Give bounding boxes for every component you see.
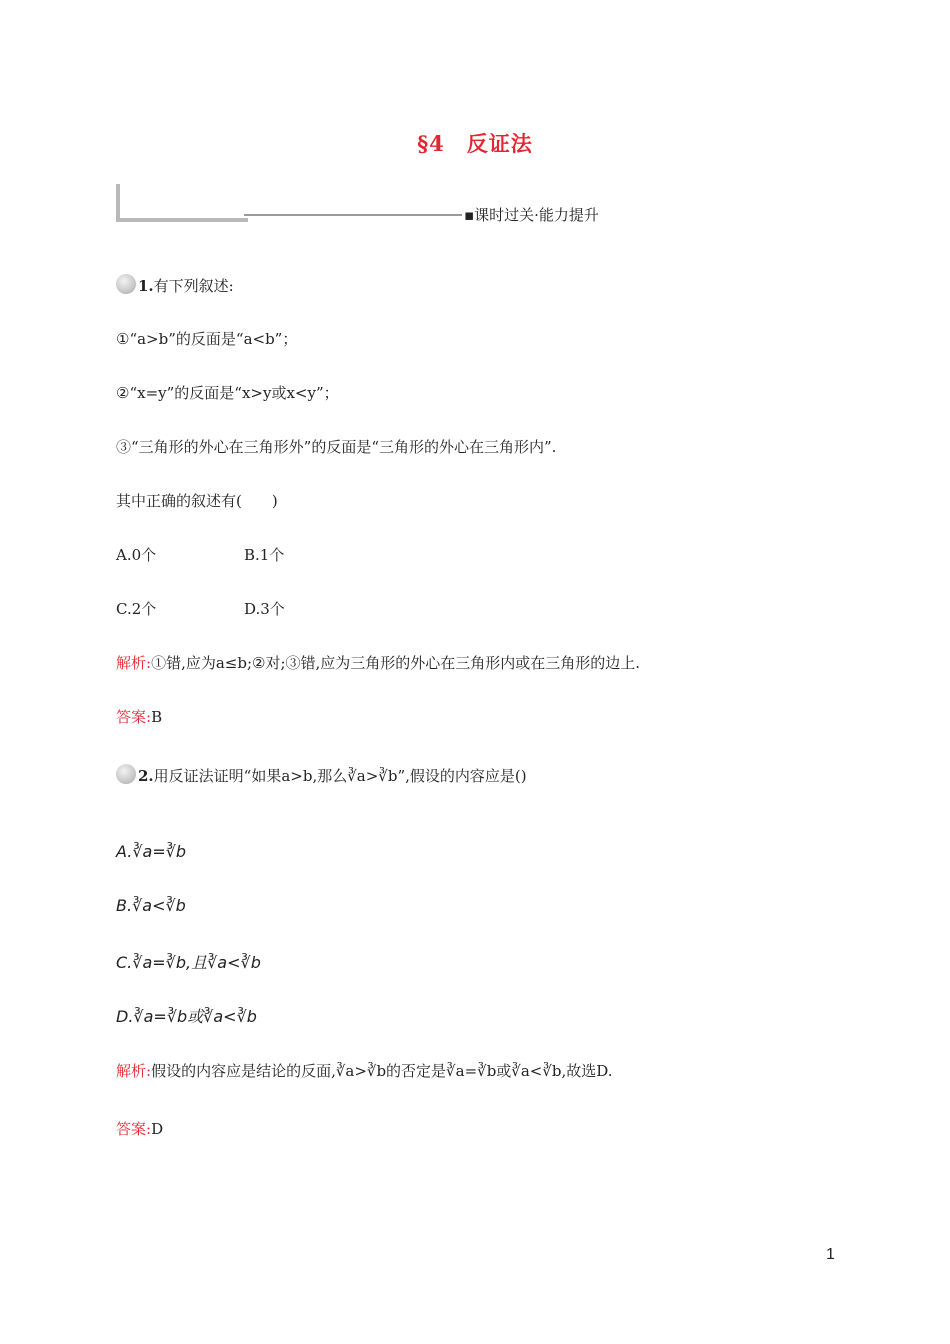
question-2-analysis (116, 1060, 613, 1081)
analysis-text: 假设的内容应是结论的反面,∛a>∛b的否定是∛a=∛b或∛a<∛b,故选D. (151, 1062, 613, 1080)
question-1-item-2: ②“x=y”的反面是“x>y或x<y”； (116, 384, 339, 402)
page-title: §4 反证法 (417, 131, 533, 156)
question-1-prompt: 其中正确的叙述有( ) (116, 492, 278, 510)
question-1-number: 1. (138, 277, 154, 295)
answer-label: 答案: (116, 1120, 152, 1138)
question-1-item-3: ③“三角形的外心在三角形外”的反面是“三角形的外心在三角形内”. (116, 438, 557, 456)
analysis-label: 解析: (116, 1062, 152, 1080)
question-2-stem-line (116, 764, 527, 786)
question-1-stem: 有下列叙述: (153, 277, 234, 295)
question-1-option-d: D.3个 (244, 600, 285, 618)
question-1-option-c: C.2个 (116, 600, 157, 618)
question-1-answer (116, 706, 162, 727)
question-2-option-a: A.∛a=∛b (116, 842, 187, 861)
question-2-number: 2. (138, 767, 154, 785)
question-2-option-c: C.∛a=∛b,且∛a<∛b (116, 953, 261, 972)
analysis-text: ①错,应为a≤b;②对;③错,应为三角形的外心在三角形内或在三角形的边上. (151, 654, 641, 672)
question-2-option-d: D.∛a=∛b或∛a<∛b (116, 1007, 257, 1026)
question-1-option-a: A.0个 (116, 546, 157, 564)
section-banner-rule (244, 214, 462, 216)
answer-label: 答案: (116, 708, 152, 726)
answer-value: D (151, 1120, 164, 1138)
page-number: 1 (826, 1246, 835, 1263)
question-2-answer (116, 1118, 163, 1139)
question-2-stem: 用反证法证明“如果a>b,那么∛a>∛b”,假设的内容应是() (153, 767, 527, 785)
question-1-option-b: B.1个 (244, 546, 285, 564)
section-banner-label: ▪课时过关·能力提升 (464, 206, 599, 224)
bullet-circle-icon (116, 764, 136, 784)
question-2-option-b: B.∛a<∛b (116, 896, 186, 915)
answer-value: B (151, 708, 163, 726)
question-1-item-1: ①“a>b”的反面是“a<b”； (116, 330, 298, 348)
section-banner-frame (116, 184, 248, 222)
analysis-label: 解析: (116, 654, 152, 672)
question-1-stem-line (116, 274, 234, 296)
question-1-analysis (116, 652, 640, 673)
bullet-circle-icon (116, 274, 136, 294)
